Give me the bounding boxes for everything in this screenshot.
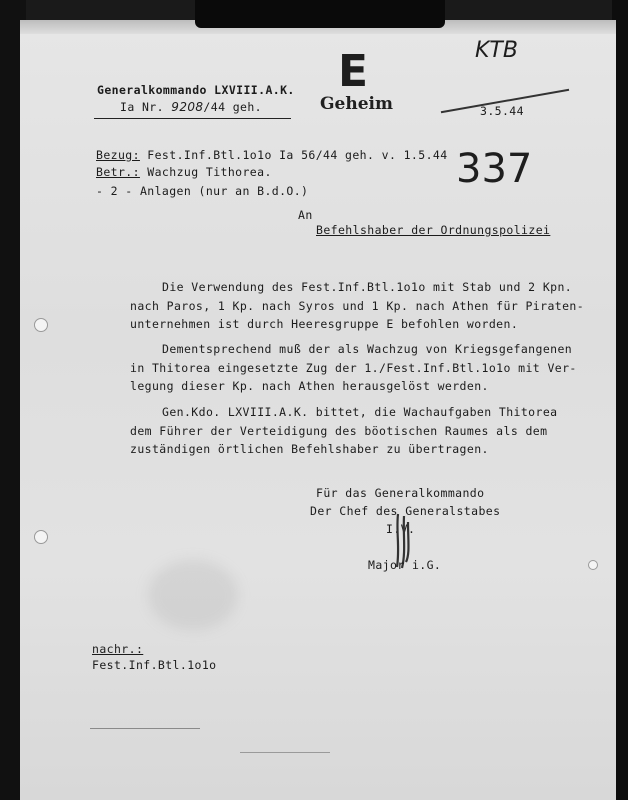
signature-line: Der Chef des Generalstabes	[310, 504, 501, 518]
classification-stamp: Geheim	[320, 94, 393, 114]
paragraph-3-line: dem Führer der Verteidigung des böotischen Raumes als dem	[130, 424, 548, 438]
document-page	[20, 20, 616, 800]
paragraph-3-line: Gen.Kdo. LXVIII.A.K. bittet, die Wachaufgaben Thitorea	[162, 405, 558, 419]
attachments-line: - 2 - Anlagen (nur an B.d.O.)	[96, 184, 309, 198]
bezug-line: Bezug: Fest.Inf.Btl.1o1o Ia 56/44 geh. v. 1.5.44	[96, 148, 448, 162]
clip-shadow	[195, 0, 445, 28]
punch-hole-icon	[588, 560, 598, 570]
paragraph-2-line: in Thitorea eingesetzte Zug der 1./Fest.Inf.Btl.1o1o mit Ver-	[130, 361, 577, 375]
paragraph-2-line: Dementsprechend muß der als Wachzug von Kriegsgefangenen	[162, 342, 573, 356]
command-line: Generalkommando LXVIII.A.K.	[97, 83, 295, 97]
paragraph-1-line: Die Verwendung des Fest.Inf.Btl.1o1o mit Stab und 2 Kpn.	[162, 280, 573, 294]
punch-hole-icon	[34, 530, 48, 544]
handwritten-ktb: KTB	[475, 38, 518, 63]
paragraph-1-line: nach Paros, 1 Kp. nach Syros und 1 Kp. nach Athen für Piraten-	[130, 299, 585, 313]
handwritten-file-number: 337	[456, 146, 533, 192]
punch-hole-icon	[34, 318, 48, 332]
addressee-recipient: Befehlshaber der Ordnungspolizei	[316, 223, 551, 237]
header-underline	[94, 118, 291, 119]
signature-line: I.V.	[386, 522, 416, 536]
handwritten-e-mark: E	[338, 46, 369, 97]
handwritten-reference-number: 9208	[171, 100, 204, 114]
smudge-mark	[148, 560, 238, 630]
faint-stroke	[90, 728, 200, 729]
paragraph-2-line: legung dieser Kp. nach Athen herausgelöst werden.	[130, 379, 489, 393]
reference-line: Ia Nr. 9208/44 geh.	[120, 100, 263, 114]
nachr-label: nachr.:	[92, 642, 144, 656]
paragraph-1-line: unternehmen ist durch Heeresgruppe E befohlen worden.	[130, 317, 519, 331]
faint-stroke	[240, 752, 330, 753]
paragraph-3-line: zuständigen örtlichen Befehlshaber zu übertragen.	[130, 442, 489, 456]
betr-line: Betr.: Wachzug Tithorea.	[96, 165, 272, 179]
document-date: 3.5.44	[480, 104, 524, 118]
nachr-recipient: Fest.Inf.Btl.1o1o	[92, 658, 217, 672]
signature-rank: Major i.G.	[368, 558, 442, 572]
addressee-an: An	[298, 208, 313, 222]
signature-line: Für das Generalkommando	[316, 486, 485, 500]
